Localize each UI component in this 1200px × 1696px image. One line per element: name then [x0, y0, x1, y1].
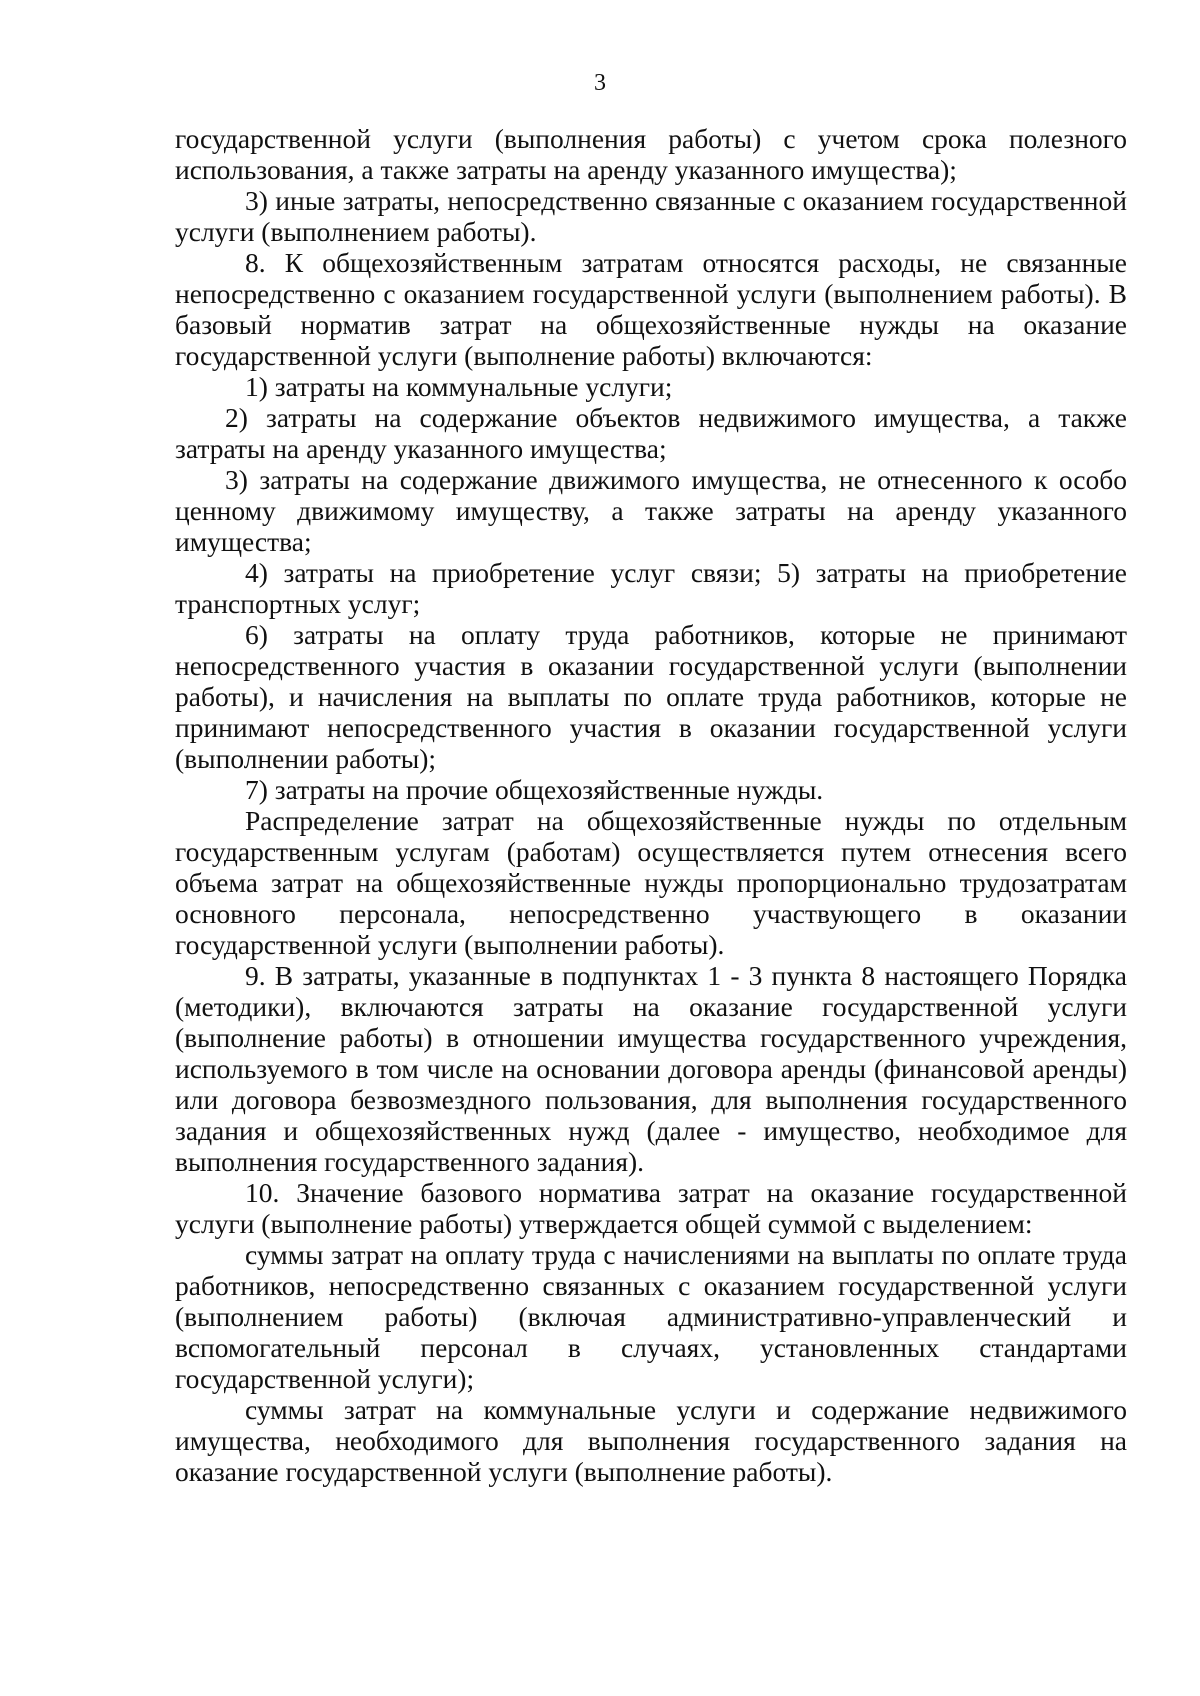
list-item-2-real-estate: 2) затраты на содержание объектов недвижимого имущества, а также затраты на аренду указанного имущества;: [175, 402, 1127, 464]
paragraph-continuation: государственной услуги (выполнения работы) с учетом срока полезного использования, а также затраты на аренду указанного имущества);: [175, 123, 1127, 185]
paragraph-labor-sums: суммы затрат на оплату труда с начислениями на выплаты по оплате труда работников, непосредственно связанных с оказанием государственной услуги (выполнением работы) (включая административно-управленческий и вспомогательный персонал в случаях, установленных стандартами государственной услуги);: [175, 1239, 1127, 1394]
list-item-1-utilities: 1) затраты на коммунальные услуги;: [245, 371, 673, 402]
list-item-4-5-communication-transport: 4) затраты на приобретение услуг связи; 5) затраты на приобретение транспортных услуг;: [175, 557, 1127, 619]
list-item-6-labor-costs: 6) затраты на оплату труда работников, которые не принимают непосредственного участия в оказании государственной услуги (выполнении работы), и начисления на выплаты по оплате труда работников, которые не принимают непосредственного участия в оказании государственной услуги (выполнении работы);: [175, 619, 1127, 774]
paragraph-10-base-standard: 10. Значение базового норматива затрат на оказание государственной услуги (выполнение работы) утверждается общей суммой с выделением:: [175, 1177, 1127, 1239]
paragraph-utilities-sums: суммы затрат на коммунальные услуги и содержание недвижимого имущества, необходимого для выполнения государственного задания на оказание государственной услуги (выполнение работы).: [175, 1394, 1127, 1487]
document-body: [175, 123, 1127, 1487]
page-number: 3: [594, 70, 606, 96]
list-item-7-other-general-needs: 7) затраты на прочие общехозяйственные нужды.: [245, 774, 824, 805]
list-item-3-other-costs: 3) иные затраты, непосредственно связанные с оказанием государственной услуги (выполнением работы).: [175, 185, 1127, 247]
paragraph-cost-distribution: Распределение затрат на общехозяйственные нужды по отдельным государственным услугам (работам) осуществляется путем отнесения всего объема затрат на общехозяйственные нужды пропорционально трудозатратам основного персонала, непосредственно участвующего в оказании государственной услуги (выполнении работы).: [175, 805, 1127, 960]
list-item-3-movable-property: 3) затраты на содержание движимого имущества, не отнесенного к особо ценному движимому имуществу, а также затраты на аренду указанного имущества;: [175, 464, 1127, 557]
paragraph-9-property-costs: 9. В затраты, указанные в подпунктах 1 - 3 пункта 8 настоящего Порядка (методики), включаются затраты на оказание государственной услуги (выполнение работы) в отношении имущества государственного учреждения, используемого в том числе на основании договора аренды (финансовой аренды) или договора безвозмездного пользования, для выполнения государственного задания и общехозяйственных нужд (далее - имущество, необходимое для выполнения государственного задания).: [175, 960, 1127, 1177]
paragraph-8-general-costs: 8. К общехозяйственным затратам относятся расходы, не связанные непосредственно с оказанием государственной услуги (выполнением работы). В базовый норматив затрат на общехозяйственные нужды на оказание государственной услуги (выполнение работы) включаются:: [175, 247, 1127, 371]
